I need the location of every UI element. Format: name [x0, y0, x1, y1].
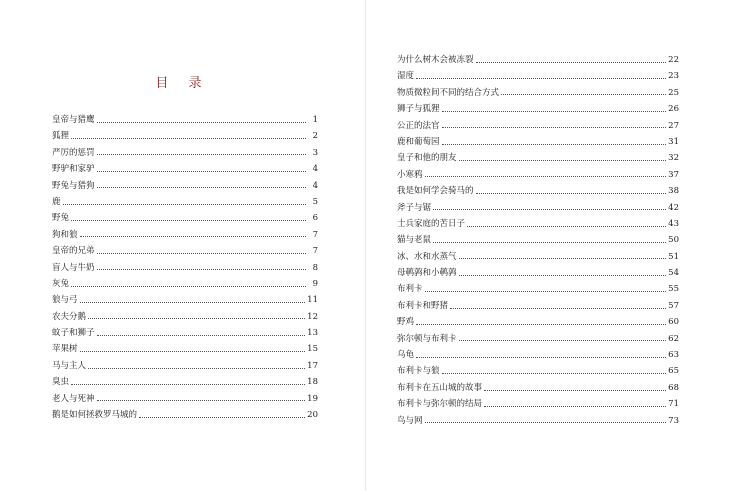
toc-entry-title: 布利卡和野猪 [397, 300, 449, 311]
toc-entry[interactable] [52, 358, 318, 374]
toc-entry-title: 斧子与锯 [397, 202, 432, 213]
toc-entry[interactable] [397, 314, 679, 330]
dot-leader [97, 253, 306, 254]
toc-entry[interactable] [397, 265, 679, 281]
toc-entry[interactable] [52, 276, 318, 292]
dot-leader [442, 111, 667, 112]
toc-entry-title: 狗和狼 [52, 229, 78, 240]
toc-entry-page: 54 [668, 268, 679, 279]
toc-entry[interactable] [52, 161, 318, 177]
dot-leader [425, 176, 667, 177]
dot-leader [63, 204, 306, 205]
toc-entry[interactable] [397, 134, 679, 150]
dot-leader [97, 154, 306, 155]
toc-entry-page: 38 [668, 186, 679, 197]
toc-entry-page: 50 [668, 235, 679, 246]
toc-entry-page: 62 [668, 333, 679, 344]
toc-entry-page: 7 [312, 229, 318, 240]
toc-entry[interactable] [52, 243, 318, 259]
dot-leader [416, 78, 666, 79]
toc-entry-page: 63 [668, 350, 679, 361]
toc-entry-page: 57 [668, 300, 679, 311]
toc-entry-page: 73 [668, 415, 679, 426]
toc-entry-page: 65 [668, 366, 679, 377]
toc-entry-page: 55 [668, 284, 679, 295]
toc-entry[interactable] [397, 101, 679, 117]
toc-entry[interactable] [397, 380, 679, 396]
dot-leader [80, 302, 306, 303]
toc-entry-title: 野驴和家驴 [52, 164, 95, 175]
toc-entry-page: 37 [668, 169, 679, 180]
toc-entry-page: 22 [668, 55, 679, 65]
toc-entry-title: 臭虫 [52, 377, 70, 388]
dot-leader [467, 226, 666, 227]
dot-leader [425, 291, 667, 292]
dot-leader [459, 258, 667, 259]
toc-entry[interactable] [397, 150, 679, 166]
toc-entry-page: 7 [312, 246, 318, 257]
toc-entry-page: 68 [668, 382, 679, 393]
toc-entry-page: 15 [307, 344, 318, 355]
dot-leader [71, 138, 306, 139]
dot-leader [484, 390, 666, 391]
toc-entry-title: 严厉的惩罚 [52, 147, 95, 158]
dot-leader [71, 384, 305, 385]
toc-entry[interactable] [397, 85, 679, 101]
toc-entry-title: 皇子和他的朋友 [397, 153, 457, 164]
toc-entry[interactable] [397, 200, 679, 216]
toc-entry-page: 5 [312, 196, 318, 207]
dot-leader [80, 236, 306, 237]
toc-entry-page: 13 [307, 328, 318, 339]
dot-leader [88, 318, 305, 319]
toc-entry[interactable] [397, 298, 679, 314]
dot-leader [476, 193, 667, 194]
dot-leader [484, 406, 666, 407]
toc-entry[interactable] [397, 249, 679, 265]
dot-leader [71, 220, 306, 221]
toc-entry-title: 冰、水和水蒸气 [397, 251, 457, 262]
toc-entry[interactable] [52, 194, 318, 210]
toc-entry-title: 乌龟 [397, 350, 415, 361]
toc-entry-page: 27 [668, 120, 679, 131]
dot-leader [97, 335, 306, 336]
dot-leader [433, 242, 666, 243]
toc-entry-page: 71 [668, 399, 679, 410]
dot-leader [97, 400, 306, 401]
toc-entry[interactable] [397, 52, 679, 68]
toc-entry-title: 马与主人 [52, 360, 87, 371]
toc-entry-page: 11 [307, 295, 318, 306]
toc-entry-title: 灰兔 [52, 278, 70, 289]
toc-entry-title: 士兵家庭的苦日子 [397, 218, 466, 229]
toc-entry-title: 布利卡与狼 [397, 366, 440, 377]
toc-entry-title: 湿度 [397, 71, 415, 82]
toc-entry-title: 皇帝的兄弟 [52, 246, 95, 257]
toc-entry-title: 布利卡 [397, 284, 423, 295]
dot-leader [71, 286, 306, 287]
toc-entry[interactable] [397, 347, 679, 363]
toc-entry-title: 鹿和葡萄园 [397, 136, 440, 147]
toc-entry[interactable] [52, 391, 318, 407]
toc-entry-page: 31 [668, 136, 679, 147]
toc-entry-title: 布利卡在五山城的故事 [397, 382, 483, 393]
dot-leader [97, 269, 306, 270]
dot-leader [476, 62, 667, 63]
toc-entry-title: 公正的法官 [397, 120, 440, 131]
toc-entry-title: 狐狸 [52, 131, 70, 142]
toc-entry[interactable] [52, 112, 318, 128]
toc-entry-title: 狼与弓 [52, 295, 78, 306]
dot-leader [88, 368, 305, 369]
toc-entry-title: 鸟与网 [397, 415, 423, 426]
toc-entry[interactable] [397, 68, 679, 84]
dot-leader [139, 417, 305, 418]
toc-entry-page: 26 [668, 104, 679, 115]
dot-leader [459, 340, 667, 341]
toc-entry-title: 野兔与猎狗 [52, 180, 95, 191]
toc-entry-page: 8 [312, 262, 318, 273]
toc-title: 目 录 [155, 76, 210, 91]
toc-entry-page: 1 [312, 115, 318, 125]
toc-entry[interactable] [52, 145, 318, 161]
toc-entry-page: 2 [312, 131, 318, 142]
toc-entry-title: 狮子与狐狸 [397, 104, 440, 115]
toc-entry-title: 盲人与牛奶 [52, 262, 95, 273]
toc-entry-page: 43 [668, 218, 679, 229]
toc-entry[interactable] [397, 413, 679, 429]
toc-entry[interactable] [397, 396, 679, 412]
toc-entry-title: 小寒鸦 [397, 169, 423, 180]
toc-entry-title: 皇帝与猎鹰 [52, 115, 95, 125]
toc-list-right [397, 52, 679, 429]
toc-entry-title: 弥尔顿与布利卡 [397, 333, 457, 344]
toc-entry[interactable] [52, 309, 318, 325]
toc-entry-page: 23 [668, 71, 679, 82]
toc-entry-title: 苹果树 [52, 344, 78, 355]
toc-entry-page: 20 [307, 410, 318, 421]
toc-entry-page: 42 [668, 202, 679, 213]
toc-entry-title: 母鹌鹑和小鹌鹑 [397, 268, 457, 279]
toc-entry-title: 猫与老鼠 [397, 235, 432, 246]
dot-leader [442, 373, 667, 374]
toc-entry[interactable] [397, 183, 679, 199]
toc-entry[interactable] [52, 341, 318, 357]
toc-entry-title: 农夫分鹅 [52, 311, 87, 322]
toc-entry-title: 鹿 [52, 196, 61, 207]
dot-leader [97, 187, 306, 188]
toc-entry-page: 25 [668, 87, 679, 98]
dot-leader [97, 122, 306, 123]
dot-leader [416, 324, 666, 325]
toc-entry-title: 蚊子和狮子 [52, 328, 95, 339]
toc-entry-title: 为什么树木会被冻裂 [397, 55, 474, 65]
toc-entry-page: 9 [312, 278, 318, 289]
toc-entry-title: 老人与死神 [52, 393, 95, 404]
dot-leader [425, 422, 667, 423]
toc-entry-page: 12 [307, 311, 318, 322]
toc-entry-title: 我是如何学会骑马的 [397, 186, 474, 197]
toc-entry-page: 3 [312, 147, 318, 158]
dot-leader [459, 275, 667, 276]
toc-entry[interactable] [52, 407, 318, 423]
toc-entry-page: 32 [668, 153, 679, 164]
toc-entry[interactable] [397, 331, 679, 347]
toc-entry[interactable] [52, 374, 318, 390]
toc-entry-page: 19 [307, 393, 318, 404]
toc-entry-page: 51 [668, 251, 679, 262]
toc-entry[interactable] [397, 216, 679, 232]
toc-entry[interactable] [397, 118, 679, 134]
toc-entry-title: 鹅是如何拯救罗马城的 [52, 410, 138, 421]
dot-leader [80, 351, 306, 352]
toc-entry-page: 18 [307, 377, 318, 388]
dot-leader [450, 308, 666, 309]
toc-entry[interactable] [52, 260, 318, 276]
toc-entry[interactable] [397, 232, 679, 248]
toc-entry[interactable] [52, 227, 318, 243]
toc-entry-page: 4 [312, 164, 318, 175]
dot-leader [442, 144, 667, 145]
toc-entry-page: 60 [668, 317, 679, 328]
toc-entry[interactable] [52, 178, 318, 194]
toc-entry[interactable] [52, 128, 318, 144]
dot-leader [442, 127, 667, 128]
dot-leader [416, 357, 666, 358]
dot-leader [501, 94, 666, 95]
toc-entry[interactable] [397, 281, 679, 297]
dot-leader [459, 160, 667, 161]
toc-entry[interactable] [52, 210, 318, 226]
toc-entry-page: 4 [312, 180, 318, 191]
toc-list-left [52, 112, 318, 423]
toc-entry[interactable] [397, 363, 679, 379]
toc-entry-title: 物质微粒间不同的结合方式 [397, 87, 500, 98]
toc-entry-title: 布利卡与弥尔顿的结局 [397, 399, 483, 410]
dot-leader [433, 209, 666, 210]
toc-entry-page: 6 [312, 213, 318, 224]
toc-entry[interactable] [52, 292, 318, 308]
dot-leader [97, 171, 306, 172]
toc-entry[interactable] [397, 167, 679, 183]
toc-entry-title: 野兔 [52, 213, 70, 224]
toc-entry-title: 野鸡 [397, 317, 415, 328]
toc-entry[interactable] [52, 325, 318, 341]
toc-entry-page: 17 [307, 360, 318, 371]
